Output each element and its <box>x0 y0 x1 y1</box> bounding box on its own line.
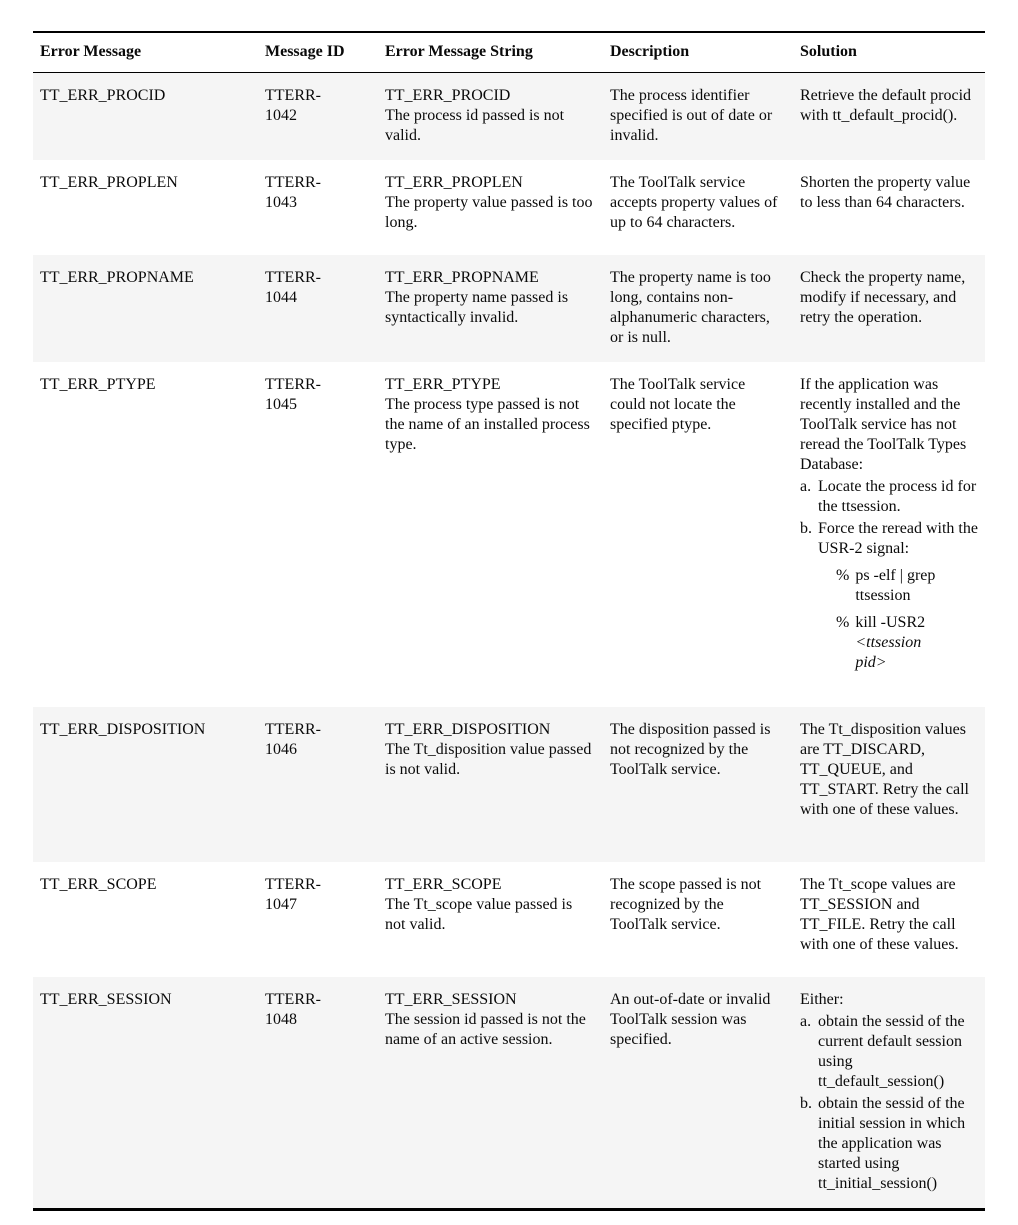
step-text: obtain the sessid of the initial session in which the application was started using tt_initial_session() <box>818 1095 966 1192</box>
message-string-cell <box>385 160 610 255</box>
solution-text: Either: <box>800 991 844 1008</box>
table-row <box>33 707 985 862</box>
message-id-value: TTERR-1047 <box>265 876 321 913</box>
message-string-name: TT_ERR_DISPOSITION <box>385 721 551 738</box>
shell-prompt: % <box>836 567 850 584</box>
error-message-cell: TT_ERR_PROPLEN <box>40 174 178 191</box>
message-string-cell <box>385 362 610 707</box>
solution-cell <box>800 160 992 255</box>
solution-cell <box>800 255 992 362</box>
error-message-cell: TT_ERR_DISPOSITION <box>40 721 206 738</box>
error-message-cell: TT_ERR_PROCID <box>40 87 166 104</box>
column-header-error-message-string: Error Message String <box>385 43 533 60</box>
step-text: Locate the process id for the ttsession. <box>818 478 977 515</box>
step-label: a. <box>800 1013 812 1030</box>
solution-cell <box>800 362 992 707</box>
message-string-cell <box>385 862 610 977</box>
message-id-cell <box>265 160 385 255</box>
error-message-cell: TT_ERR_PTYPE <box>40 376 156 393</box>
description-cell: The scope passed is not recognized by the ToolTalk service. <box>610 876 762 933</box>
command-line <box>836 613 980 673</box>
message-id-cell <box>265 73 385 160</box>
message-string-cell <box>385 707 610 862</box>
command-text: ps -elf | grep ttsession <box>855 567 936 604</box>
message-id-cell <box>265 862 385 977</box>
solution-text: Check the property name, modify if necessary, and retry the operation. <box>800 269 966 326</box>
message-string-cell <box>385 977 610 1208</box>
message-string-text: The session id passed is not the name of an active session. <box>385 1011 586 1048</box>
column-header-solution: Solution <box>800 43 857 60</box>
message-id-cell <box>265 362 385 707</box>
solution-text: The Tt_scope values are TT_SESSION and TT_FILE. Retry the call with one of these values. <box>800 876 959 953</box>
description-cell: The disposition passed is not recognized by the ToolTalk service. <box>610 721 771 778</box>
table-row <box>33 255 985 362</box>
message-id-cell <box>265 977 385 1208</box>
solution-cell <box>800 73 992 160</box>
table-header-row <box>33 33 985 73</box>
solution-step-b <box>800 519 980 559</box>
message-id-cell <box>265 707 385 862</box>
table-row <box>33 862 985 977</box>
message-id-value: TTERR-1046 <box>265 721 321 758</box>
message-string-name: TT_ERR_PROPLEN <box>385 174 523 191</box>
message-string-cell <box>385 73 610 160</box>
message-string-name: TT_ERR_PROPNAME <box>385 269 539 286</box>
message-string-name: TT_ERR_PROCID <box>385 87 511 104</box>
message-string-text: The Tt_scope value passed is not valid. <box>385 896 573 933</box>
table-row <box>33 362 985 707</box>
message-string-text: The property name passed is syntactically invalid. <box>385 289 569 326</box>
description-cell: An out-of-date or invalid ToolTalk session was specified. <box>610 991 771 1048</box>
column-header-message-id: Message ID <box>265 43 345 60</box>
command-text: kill -USR2 <ttsession pid> <box>855 613 980 673</box>
solution-cell <box>800 977 992 1208</box>
step-text: Force the reread with the USR-2 signal: <box>818 520 978 557</box>
message-string-name: TT_ERR_PTYPE <box>385 376 501 393</box>
message-string-text: The property value passed is too long. <box>385 194 593 231</box>
message-string-text: The process type passed is not the name of an installed process type. <box>385 396 590 453</box>
message-id-value: TTERR-1044 <box>265 269 321 306</box>
description-cell: The property name is too long, contains non-alphanumeric characters, or is null. <box>610 269 771 346</box>
message-id-value: TTERR-1043 <box>265 174 321 211</box>
solution-step-a <box>800 1012 980 1092</box>
step-label: a. <box>800 478 812 495</box>
column-header-error-message: Error Message <box>40 43 142 60</box>
column-header-description: Description <box>610 43 690 60</box>
message-id-value: TTERR-1042 <box>265 87 321 124</box>
solution-text: The Tt_disposition values are TT_DISCARD, TT_QUEUE, and TT_START. Retry the call with one of these values. <box>800 721 969 818</box>
error-message-cell: TT_ERR_PROPNAME <box>40 269 194 286</box>
step-label: b. <box>800 520 812 537</box>
solution-step-a <box>800 477 980 517</box>
message-string-name: TT_ERR_SESSION <box>385 991 517 1008</box>
description-cell: The ToolTalk service accepts property values of up to 64 characters. <box>610 174 778 231</box>
solution-cell <box>800 707 992 862</box>
command-argument: <ttsession pid> <box>855 634 922 671</box>
shell-prompt: % <box>836 614 850 631</box>
error-message-table <box>33 31 985 1211</box>
step-text: obtain the sessid of the current default session using tt_default_session() <box>818 1013 965 1090</box>
message-string-text: The process id passed is not valid. <box>385 107 565 144</box>
description-cell: The ToolTalk service could not locate the specified ptype. <box>610 376 746 433</box>
table-row <box>33 977 985 1208</box>
message-string-name: TT_ERR_SCOPE <box>385 876 502 893</box>
step-label: b. <box>800 1095 812 1112</box>
error-message-cell: TT_ERR_SCOPE <box>40 876 157 893</box>
message-id-value: TTERR-1048 <box>265 991 321 1028</box>
message-id-value: TTERR-1045 <box>265 376 321 413</box>
solution-text: Shorten the property value to less than 64 characters. <box>800 174 971 211</box>
solution-step-b <box>800 1094 980 1194</box>
command-line <box>836 566 980 606</box>
solution-text: Retrieve the default procid with tt_default_procid(). <box>800 87 972 124</box>
table-row <box>33 73 985 160</box>
message-string-text: The Tt_disposition value passed is not valid. <box>385 741 592 778</box>
table-row <box>33 160 985 255</box>
solution-cell <box>800 862 992 977</box>
error-message-cell: TT_ERR_SESSION <box>40 991 172 1008</box>
solution-text: If the application was recently installed and the ToolTalk service has not reread the ToolTalk Types Database: <box>800 376 967 473</box>
message-string-cell <box>385 255 610 362</box>
description-cell: The process identifier specified is out of date or invalid. <box>610 87 773 144</box>
message-id-cell <box>265 255 385 362</box>
